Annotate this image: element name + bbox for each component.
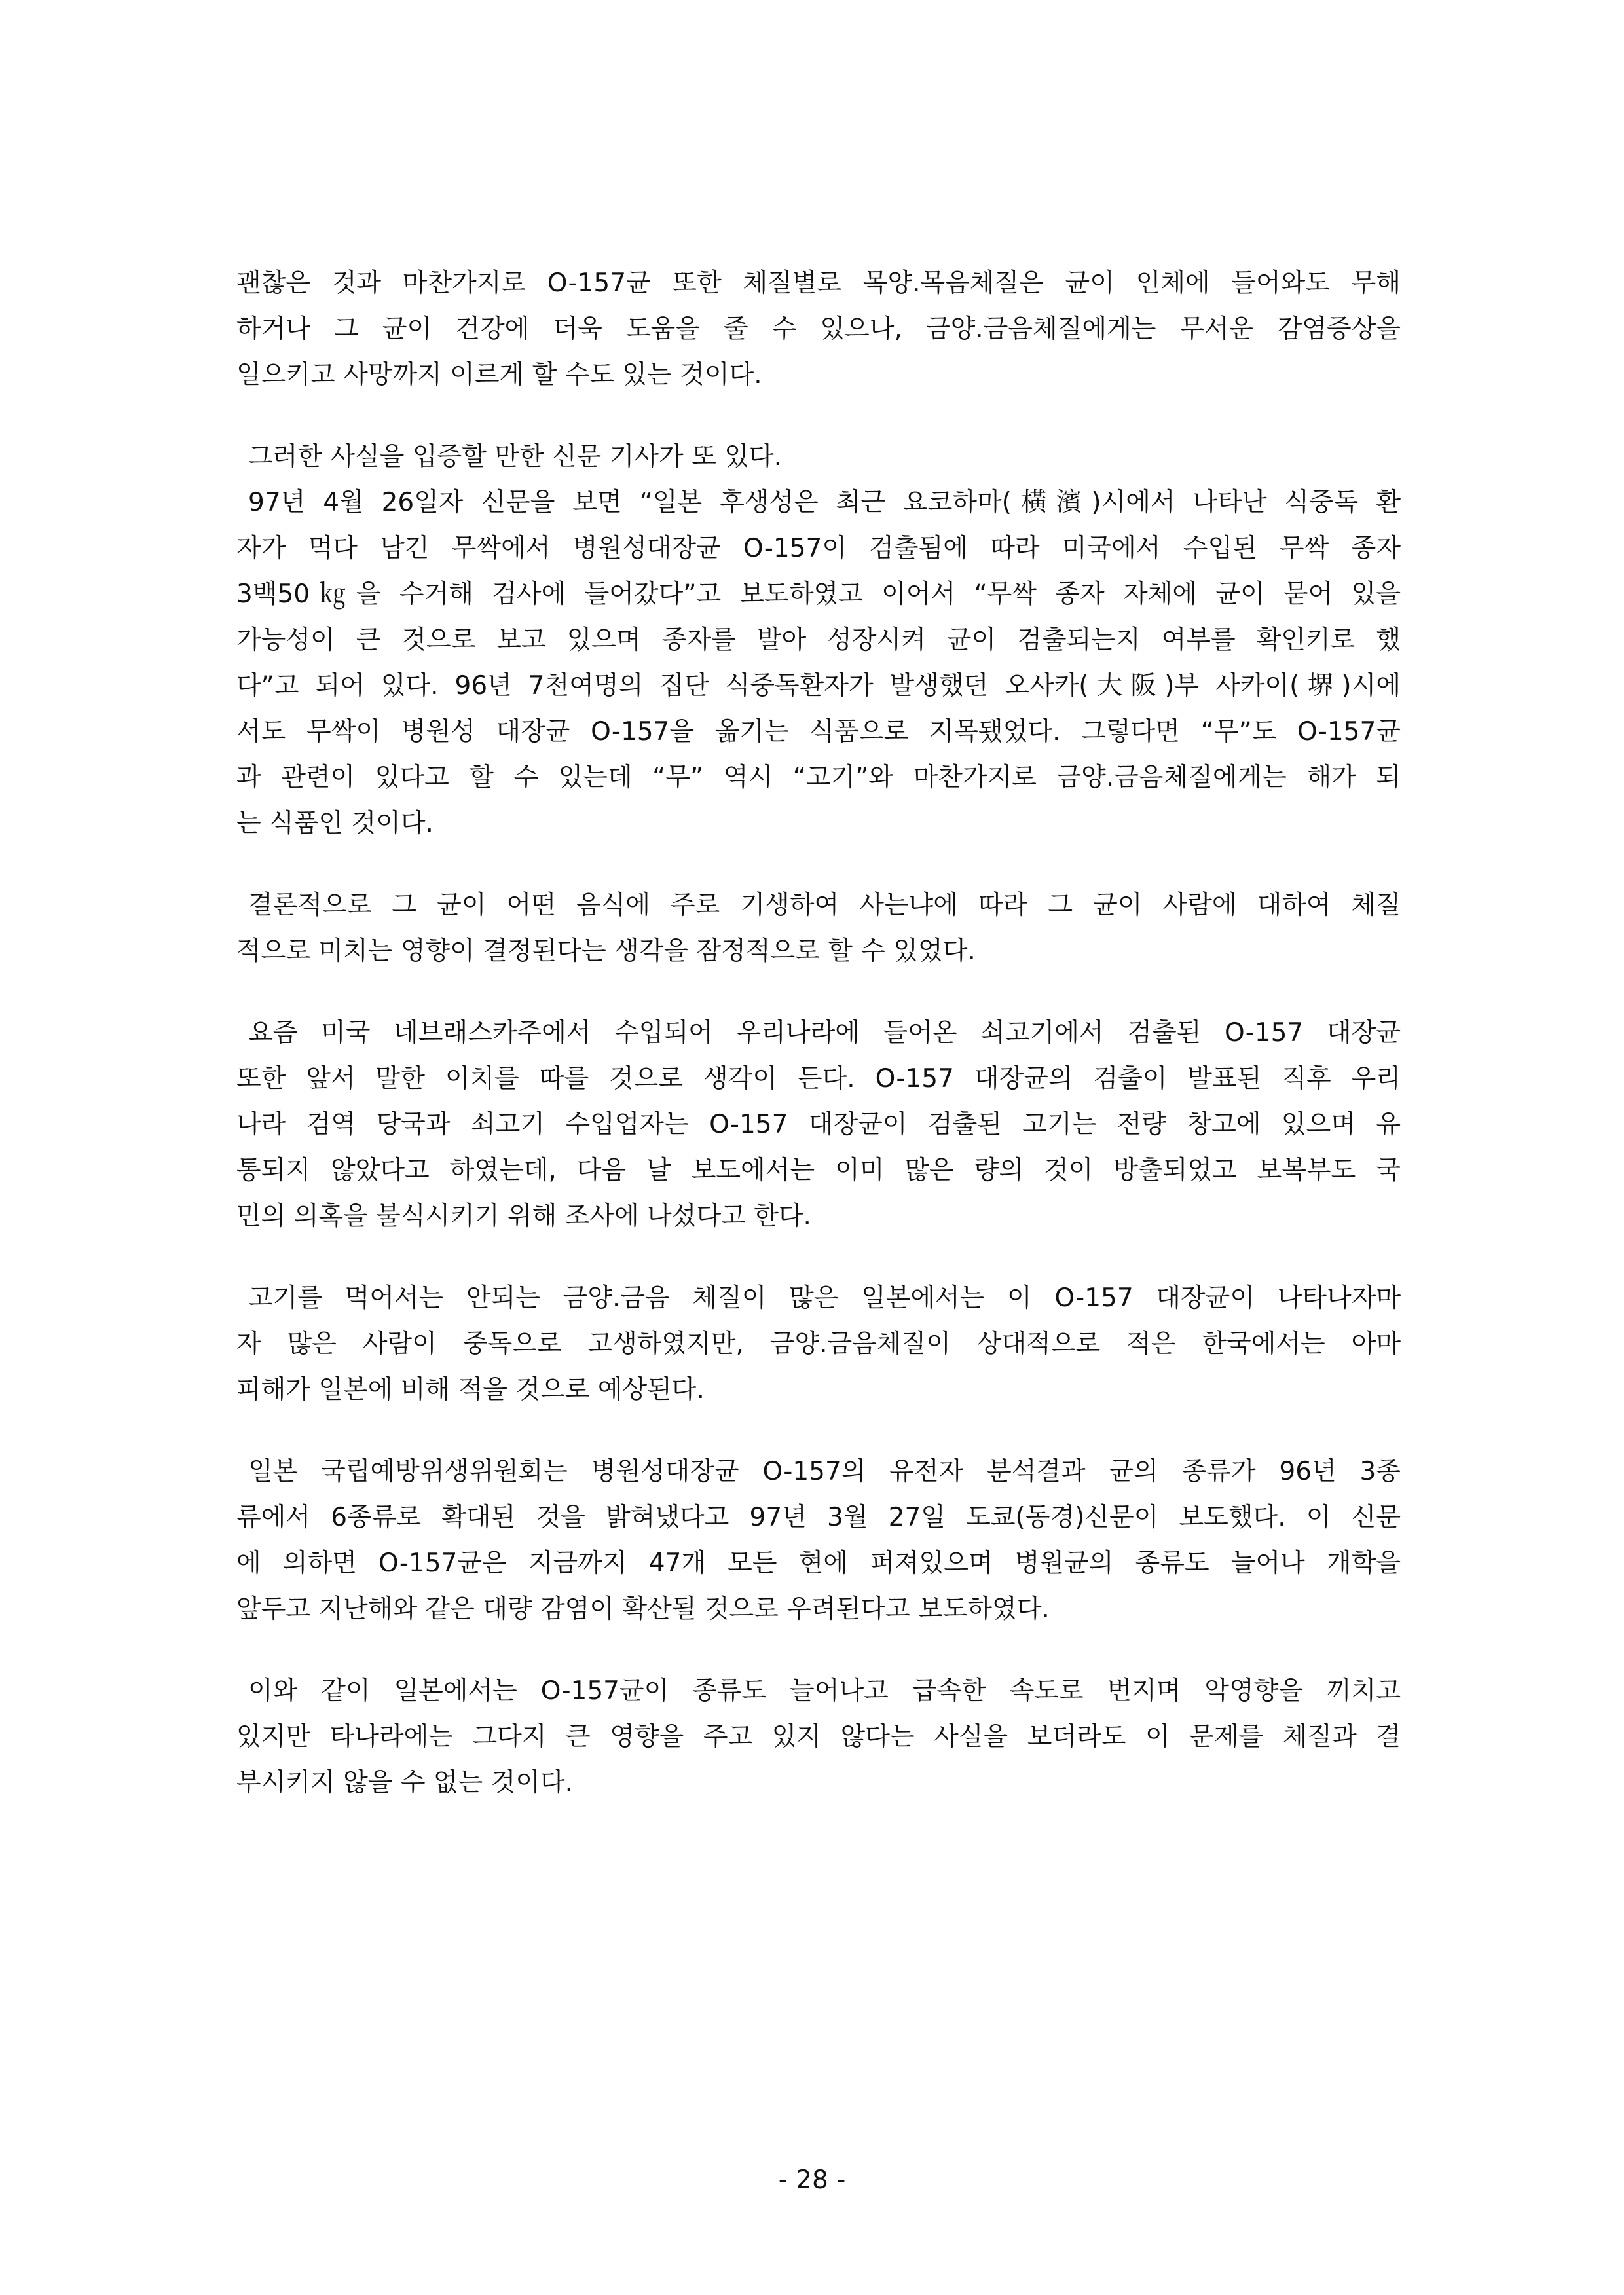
text-line: 또한 앞서 말한 이치를 따를 것으로 생각이 든다. O-157 대장균의 검출이 발표된 직후 우리 — [236, 1064, 1401, 1093]
text-line: 다”고 되어 있다. 96년 7천여명의 집단 식중독환자가 발생했던 오사카(大阪)부 사카이(堺)시에 — [236, 671, 1401, 701]
text-line: 피해가 일본에 비해 적을 것으로 예상된다. — [236, 1375, 705, 1405]
text-line: 에 의하면 O-157균은 지금까지 47개 모든 현에 퍼져있으며 병원균의 종류도 늘어나 개학을 — [236, 1549, 1401, 1578]
paragraph — [236, 1010, 1401, 1239]
paragraph — [236, 883, 1401, 974]
text-line: 서도 무싹이 병원성 대장균 O-157을 옮기는 식품으로 지목됐었다. 그렇다면 “무”도 O-157균 — [236, 717, 1401, 746]
text-line: 하거나 그 균이 건강에 더욱 도움을 줄 수 있으나, 금양.금음체질에게는 무서운 감염증상을 — [236, 314, 1401, 344]
text-line: 3백50㎏을 수거해 검사에 들어갔다”고 보도하였고 이어서 “무싹 종자 자체에 균이 묻어 있을 — [236, 579, 1401, 609]
page-number: - 28 - — [778, 2165, 846, 2195]
text-line: 고기를 먹어서는 안되는 금양.금음 체질이 많은 일본에서는 이 O-157 대장균이 나타나자마 — [248, 1283, 1401, 1313]
text-line: 자 많은 사람이 중독으로 고생하였지만, 금양.금음체질이 상대적으로 적은 한국에서는 아마 — [236, 1329, 1401, 1359]
text-line: 적으로 미치는 영향이 결정된다는 생각을 잠정적으로 할 수 있었다. — [236, 936, 976, 966]
text-line: 는 식품인 것이다. — [236, 809, 434, 838]
paragraph — [236, 261, 1401, 398]
text-line: 앞두고 지난해와 같은 대량 감염이 확산될 것으로 우려된다고 보도하였다. — [236, 1594, 1050, 1624]
text-line: 류에서 6종류로 확대된 것을 밝혀냈다고 97년 3월 27일 도쿄(동경)신문이 보도했다. 이 신문 — [236, 1503, 1401, 1532]
text-line: 민의 의혹을 불식시키기 위해 조사에 나섰다고 한다. — [236, 1202, 811, 1231]
text-line: 97년 4월 26일자 신문을 보면 “일본 후생성은 최근 요코하마(橫濱)시에서 나타난 식중독 환 — [248, 488, 1401, 517]
paragraph — [236, 480, 1401, 847]
paragraph — [236, 1668, 1401, 1806]
document-body — [236, 261, 1401, 1842]
text-line: 과 관련이 있다고 할 수 있는데 “무” 역시 “고기”와 마찬가지로 금양.금음체질에게는 해가 되 — [236, 763, 1401, 792]
text-line: 결론적으로 그 균이 어떤 음식에 주로 기생하여 사는냐에 따라 그 균이 사람에 대하여 체질 — [248, 890, 1401, 920]
paragraph — [236, 434, 1401, 480]
text-line: 통되지 않았다고 하였는데, 다음 날 보도에서는 이미 많은 량의 것이 방출되었고 보복부도 국 — [236, 1156, 1401, 1185]
text-line: 나라 검역 당국과 쇠고기 수입업자는 O-157 대장균이 검출된 고기는 전량 창고에 있으며 유 — [236, 1110, 1401, 1139]
text-line: 그러한 사실을 입증할 만한 신문 기사가 또 있다. — [248, 442, 782, 471]
text-line: 일으키고 사망까지 이르게 할 수도 있는 것이다. — [236, 360, 762, 390]
text-line: 있지만 타나라에는 그다지 큰 영향을 주고 있지 않다는 사실을 보더라도 이 문제를 체질과 결 — [236, 1722, 1401, 1752]
text-line: 이와 같이 일본에서는 O-157균이 종류도 늘어나고 급속한 속도로 번지며 악영향을 끼치고 — [248, 1676, 1401, 1706]
text-line: 가능성이 큰 것으로 보고 있으며 종자를 발아 성장시켜 균이 검출되는지 여부를 확인키로 했 — [236, 625, 1401, 655]
text-line: 괜찮은 것과 마찬가지로 O-157균 또한 체질별로 목양.목음체질은 균이 인체에 들어와도 무해 — [236, 268, 1401, 298]
text-line: 일본 국립예방위생위원회는 병원성대장균 O-157의 유전자 분석결과 균의 종류가 96년 3종 — [248, 1457, 1401, 1486]
text-line: 자가 먹다 남긴 무싹에서 병원성대장균 O-157이 검출됨에 따라 미국에서 수입된 무싹 종자 — [236, 534, 1401, 563]
text-line: 요즘 미국 네브래스카주에서 수입되어 우리나라에 들어온 쇠고기에서 검출된 O-157 대장균 — [248, 1018, 1401, 1048]
paragraph — [236, 1449, 1401, 1632]
text-line: 부시키지 않을 수 없는 것이다. — [236, 1768, 574, 1797]
paragraph — [236, 1276, 1401, 1413]
